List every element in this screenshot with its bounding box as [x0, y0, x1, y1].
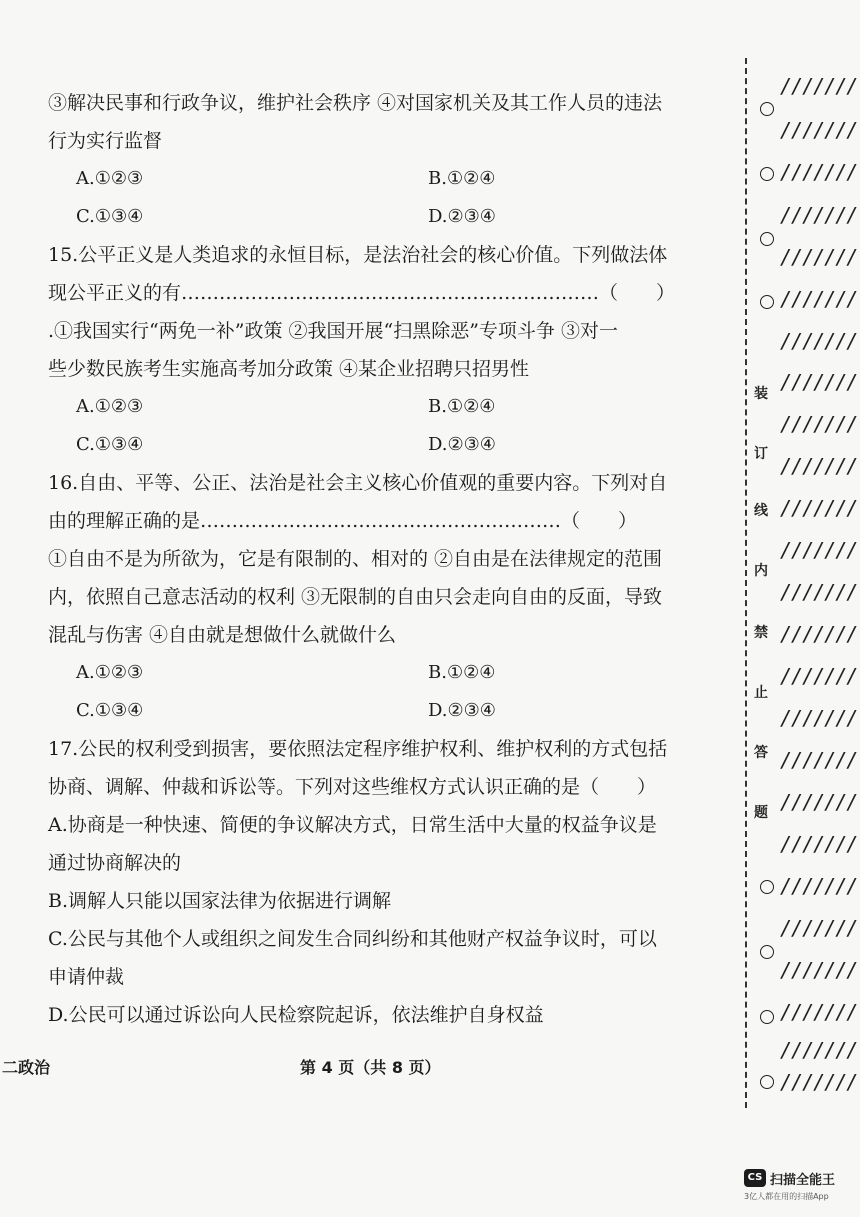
hatch-mark: /////// — [780, 580, 858, 604]
punch-hole-icon — [760, 1075, 774, 1089]
q16-items: ①自由不是为所欲为，它是有限制的、相对的 ②自由是在法律规定的范围 — [48, 548, 663, 570]
binding-char: 线 — [754, 503, 768, 519]
punch-hole-icon — [760, 1010, 774, 1024]
hatch-mark: /////// — [780, 1070, 858, 1094]
hatch-mark: /////// — [780, 748, 858, 772]
option-a: A.①②③ — [76, 662, 144, 683]
subject-label: 二政治 — [2, 1058, 51, 1077]
hatch-mark: /////// — [780, 832, 858, 856]
q17-option-a: 通过协商解决的 — [48, 852, 182, 874]
hatch-mark: /////// — [780, 622, 858, 646]
q16-stem: 16.自由、平等、公正、法治是社会主义核心价值观的重要内容。下列对自 — [48, 472, 668, 494]
hatch-mark: /////// — [780, 664, 858, 688]
hatch-mark: /////// — [780, 538, 858, 562]
q16-items: 混乱与伤害 ④自由就是想做什么就做什么 — [48, 624, 397, 646]
punch-hole-icon — [760, 167, 774, 181]
punch-hole-icon — [760, 945, 774, 959]
page-number: 第 4 页（共 8 页） — [300, 1058, 441, 1077]
binding-char: 禁 — [754, 625, 768, 641]
option-b: B.①②④ — [428, 168, 496, 189]
hatch-mark: /////// — [780, 496, 858, 520]
q17-option-c: 申请仲裁 — [48, 966, 125, 988]
scanner-tagline: 3亿人都在用的扫描App — [744, 1192, 829, 1201]
option-b: B.①②④ — [428, 396, 496, 417]
hatch-mark: /////// — [780, 329, 858, 353]
binding-char: 订 — [754, 446, 768, 462]
punch-hole-icon — [760, 102, 774, 116]
question-content — [48, 84, 698, 1034]
q17-stem: 17.公民的权利受到损害，要依照法定程序维护权利、维护权利的方式包括 — [48, 738, 668, 760]
hatch-mark: /////// — [780, 790, 858, 814]
q16-items: 内，依照自己意志活动的权利 ③无限制的自由只会走向自由的反面，导致 — [48, 586, 663, 608]
camscanner-logo-icon: CS — [744, 1169, 766, 1187]
hatch-mark: /////// — [780, 454, 858, 478]
q15-items: 些少数民族考生实施高考加分政策 ④某企业招聘只招男性 — [48, 358, 530, 380]
binding-char: 内 — [754, 563, 768, 579]
q15-items: .①我国实行“两免一补”政策 ②我国开展“扫黑除恶”专项斗争 ③对一 — [48, 320, 618, 342]
binding-char: 装 — [754, 386, 768, 402]
hatch-mark: /////// — [780, 958, 858, 982]
option-b: B.①②④ — [428, 662, 496, 683]
q16-options-row — [48, 654, 698, 692]
hatch-mark: /////// — [780, 706, 858, 730]
punch-hole-icon — [760, 232, 774, 246]
q14-item-line: 行为实行监督 — [48, 130, 163, 152]
option-c: C.①③④ — [76, 700, 144, 721]
q17-option-d: D.公民可以通过诉讼向人民检察院起诉，依法维护自身权益 — [48, 1004, 544, 1026]
option-a: A.①②③ — [76, 168, 144, 189]
hatch-mark: /////// — [780, 287, 858, 311]
binding-char: 题 — [754, 805, 768, 821]
hatch-mark: /////// — [780, 412, 858, 436]
q15-options-row — [48, 388, 698, 426]
hatch-mark: /////// — [780, 370, 858, 394]
q14-options-row — [48, 160, 698, 198]
scanner-brand: 扫描全能王 — [770, 1173, 836, 1188]
hatch-mark: /////// — [780, 1038, 858, 1062]
q16-stem: 由的理解正确的是…………………………………………………（ ） — [48, 510, 638, 532]
option-a: A.①②③ — [76, 396, 144, 417]
hatch-mark: /////// — [780, 160, 858, 184]
option-d: D.②③④ — [428, 206, 496, 227]
hatch-mark: /////// — [780, 874, 858, 898]
q17-option-b: B.调解人只能以国家法律为依据进行调解 — [48, 890, 392, 912]
hatch-mark: /////// — [780, 203, 858, 227]
binding-char: 止 — [754, 685, 768, 701]
q14-options-row — [48, 198, 698, 236]
q15-stem: 15.公平正义是人类追求的永恒目标，是法治社会的核心价值。下列做法体 — [48, 244, 668, 266]
q17-stem: 协商、调解、仲裁和诉讼等。下列对这些维权方式认识正确的是（ ） — [48, 776, 657, 798]
punch-hole-icon — [760, 880, 774, 894]
binding-char: 答 — [754, 745, 768, 761]
option-c: C.①③④ — [76, 206, 144, 227]
option-d: D.②③④ — [428, 434, 496, 455]
hatch-mark: /////// — [780, 916, 858, 940]
q15-options-row — [48, 426, 698, 464]
hatch-mark: /////// — [780, 74, 858, 98]
scanner-watermark — [740, 1165, 850, 1205]
hatch-mark: /////// — [780, 118, 858, 142]
q15-stem: 现公平正义的有…………………………………………………………（ ） — [48, 282, 676, 304]
binding-line — [745, 58, 748, 1108]
hatch-mark: /////// — [780, 245, 858, 269]
punch-hole-icon — [760, 295, 774, 309]
q17-option-a: A.协商是一种快速、简便的争议解决方式，日常生活中大量的权益争议是 — [48, 814, 657, 836]
hatch-mark: /////// — [780, 1000, 858, 1024]
option-c: C.①③④ — [76, 434, 144, 455]
option-d: D.②③④ — [428, 700, 496, 721]
page-footer — [0, 1055, 720, 1083]
q17-option-c: C.公民与其他个人或组织之间发生合同纠纷和其他财产权益争议时，可以 — [48, 928, 657, 950]
q14-item-line: ③解决民事和行政争议，维护社会秩序 ④对国家机关及其工作人员的违法 — [48, 92, 663, 114]
q16-options-row — [48, 692, 698, 730]
